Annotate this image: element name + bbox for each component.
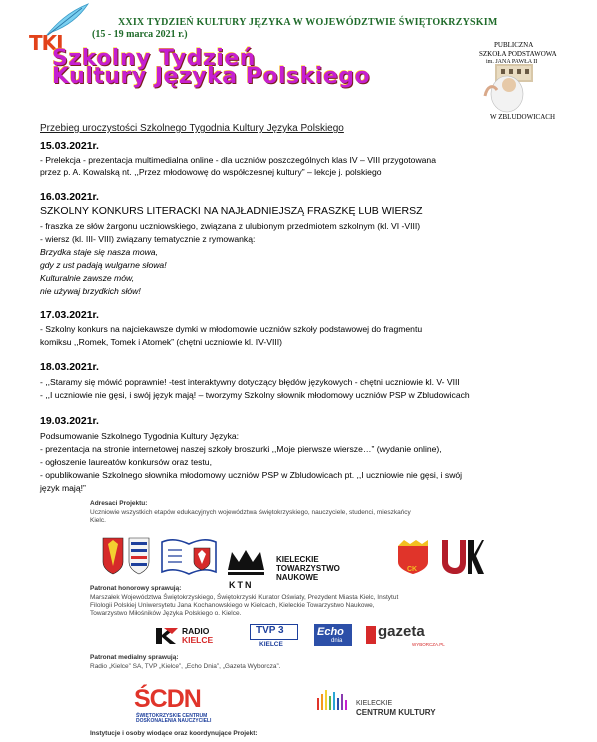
tvp3-sub: KIELCE [259, 641, 283, 648]
event-dates: (15 - 19 marca 2021 r.) [92, 29, 188, 40]
day5-line5: język mają!” [40, 483, 86, 493]
gazeta-sub: WYBORCZA.PL [412, 642, 445, 647]
kck-label-1: KIELECKIE [356, 700, 393, 707]
scdn-sub-1: ŚWIĘTOKRZYSKIE CENTRUM [136, 713, 208, 719]
program-heading: Przebieg uroczystości Szkolnego Tygodnia Kultury Języka Polskiego [40, 123, 344, 134]
seal-text-4: W ZBLUDOWICACH [490, 113, 556, 121]
seal-text-2: SZKOŁA PODSTAWOWA [479, 50, 557, 58]
day2-line1: - fraszka ze słów żargonu uczniowskiego, związana z ulubionym przedmiotem szkolnym (kl. VI -VIII) [40, 221, 421, 231]
date-15: 15.03.2021r. [40, 140, 99, 152]
voivodeship-coat-of-arms [101, 536, 153, 578]
addressees-text: Uczniowie wszystkich etapów edukacyjnych województwa świętokrzyskiego, nauczyciele, studenci, mieszkańcy [90, 509, 411, 516]
echo-label: Echo [317, 626, 344, 638]
day5-line2: - prezentacja na stronie internetowej naszej szkoły broszurki ,,Moje pierwsze wiersze…” (wydanie online), [40, 444, 442, 454]
gazeta-label: gazeta [378, 623, 425, 640]
main-title: Szkolny Tydzień Kultury Języka Polskiego [52, 46, 371, 89]
seal-text-3: im. JANA PAWŁA II [486, 59, 538, 65]
ktn-name-2: TOWARZYSTWO [276, 564, 340, 573]
honorary-heading: Patronat honorowy sprawują: [90, 585, 182, 592]
radio-kielce-icon [154, 626, 180, 646]
event-title: XXIX TYDZIEŃ KULTURY JĘZYKA W WOJEWÓDZTWIE ŚWIĘTOKRZYSKIM [118, 17, 498, 28]
poem-line-1: Brzydka staje się nasza mowa, [40, 247, 158, 257]
ktn-crown-icon [226, 548, 266, 578]
day1-line1: - Prelekcja - prezentacja multimedialna online - dla uczniów poszczególnych klas IV – VIII przygotowana [40, 155, 436, 165]
scdn-logo: ŚCDN [134, 685, 201, 713]
media-text: Radio „Kielce” SA, TVP „Kielce”, „Echo Dnia”, „Gazeta Wyborcza”. [90, 663, 281, 670]
addressees-text-2: Kielc. [90, 517, 106, 524]
honorary-line-1: Marszałek Województwa Świętokrzyskiego, Świętokrzyski Kurator Oświaty, Prezydent Miasta Kielc, Instytut [90, 594, 399, 601]
day1-line2: przez p. A. Kowalską nt. ,,Przez młodowowę do współczesnej kultury” – lekcje j. polskiego [40, 167, 382, 177]
scdn-sub-2: DOSKONALENIA NAUCZYCIELI [136, 718, 212, 724]
day3-line1: - Szkolny konkurs na najciekawsze dymki w młodomowie uczniów szkoły podstawowej do fragmentu [40, 324, 423, 334]
radio-label-2: KIELCE [182, 635, 214, 645]
poem-line-2: gdy z ust padają wulgarne słowa! [40, 260, 167, 270]
ktn-name-3: NAUKOWE [276, 573, 319, 582]
day5-line3: - ogłoszenie laureatów konkursów oraz testu, [40, 457, 212, 467]
echo-sub: dnia [331, 638, 343, 644]
ujk-logo [438, 536, 484, 576]
date-16: 16.03.2021r. [40, 191, 99, 203]
date-18: 18.03.2021r. [40, 361, 99, 373]
gazeta-square-icon [366, 626, 376, 644]
poem-line-3: Kulturalnie zawsze mów, [40, 273, 135, 283]
addressees-heading: Adresaci Projektu: [90, 500, 148, 507]
radio-label-1: RADIO [182, 626, 210, 636]
day5-line4: - opublikowanie Szkolnego słownika młodomowy uczniów PSP w Zbludowicach pt. ,,I uczniowie nie gęsi, i swój [40, 470, 463, 480]
ktn-abbr: KTN [229, 580, 254, 590]
date-17: 17.03.2021r. [40, 309, 99, 321]
tvp3-label: TVP 3 [256, 625, 284, 636]
media-heading: Patronat medialny sprawują: [90, 654, 179, 661]
contest-title: SZKOLNY KONKURS LITERACKI NA NAJŁADNIEJSZĄ FRASZKĘ LUB WIERSZ [40, 205, 423, 217]
seal-text-1: PUBLICZNA [494, 41, 534, 49]
svg-text:TKJ: TKJ [29, 31, 63, 54]
day4-line1: - ,,Staramy się mówić poprawnie! -test interaktywny dotyczący błędów językowych - chętni uczniowie kl. V- VIII [40, 377, 460, 387]
kck-label-2: CENTRUM KULTURY [356, 708, 436, 717]
honorary-line-2: Filologii Polskiej Uniwersytetu Jana Kochanowskiego w Kielcach, Kieleckie Towarzystwo Naukowe, [90, 602, 375, 609]
institutions-heading: Instytucje i osoby wiodące oraz koordynujące Projekt: [90, 730, 258, 737]
poem-line-4: nie używaj brzydkich słów! [40, 286, 141, 296]
day2-line2: - wiersz (kl. III- VIII) związany tematycznie z rymowanką: [40, 234, 256, 244]
day3-line2: komiksu ,,Romek, Tomek i Atomek” (chętni uczniowie kl. IV-VIII) [40, 337, 282, 347]
date-19: 19.03.2021r. [40, 415, 99, 427]
day4-line2: - ,,I uczniowie nie gęsi, i swój język mają! – tworzymy Szkolny słownik młodomowy uczniów PSP w Zbludowicach [40, 390, 470, 400]
honorary-line-3: Towarzystwo Miłośników Języka Polskiego o. Kielce. [90, 610, 242, 617]
ktn-name-1: KIELECKIE [276, 555, 319, 564]
kuratorium-emblem [160, 536, 218, 578]
kielce-crest-label: CK [407, 566, 418, 573]
kck-bars-icon [316, 688, 352, 712]
day5-line1: Podsumowanie Szkolnego Tygodnia Kultury Języka: [40, 431, 240, 441]
